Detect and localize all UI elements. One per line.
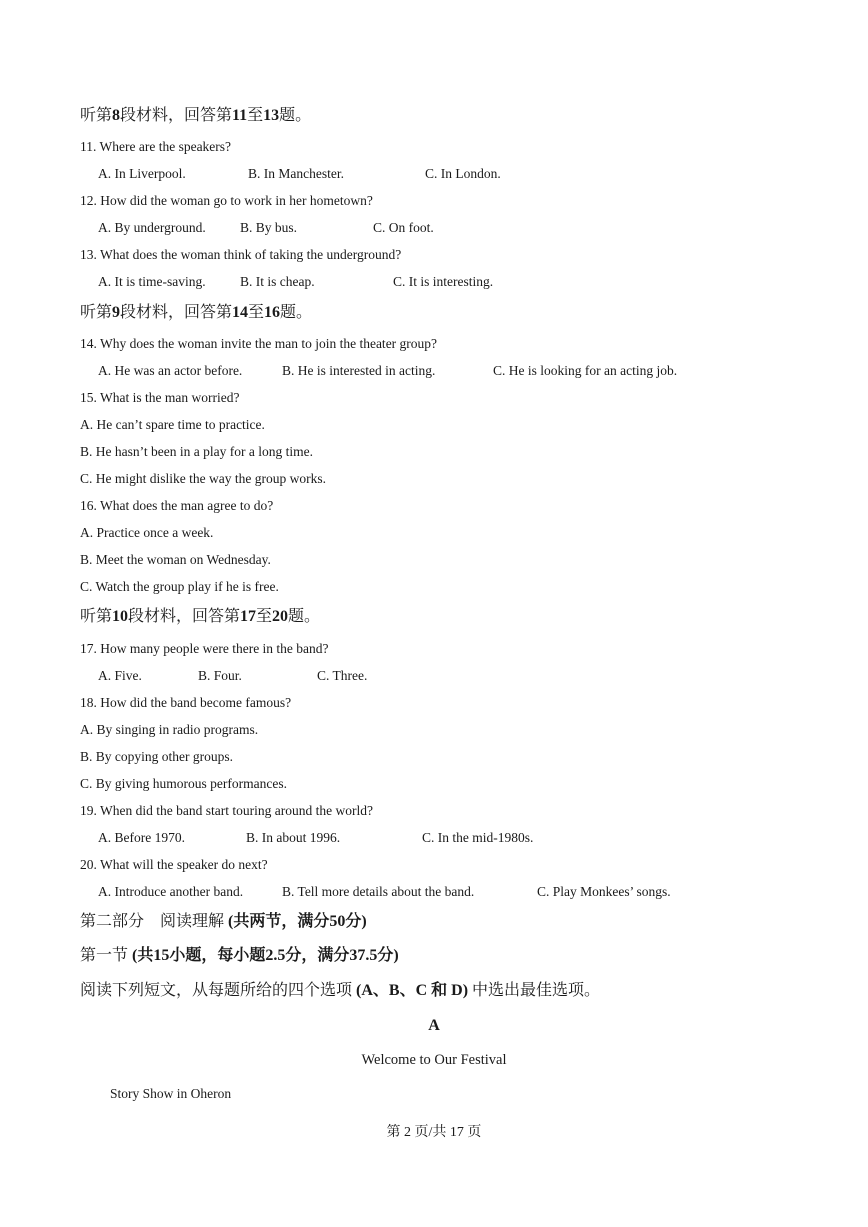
question-15: 15. What is the man worried?	[80, 390, 240, 405]
option-b: B. Tell more details about the band.	[282, 884, 475, 899]
question-12: 12. How did the woman go to work in her hometown?	[80, 193, 373, 208]
section-header-10: 听第10段材料，回答第17至20题。	[80, 608, 321, 625]
option-a: A. Five.	[98, 668, 142, 683]
option-c: C. In the mid-1980s.	[422, 830, 534, 845]
passage-label: A	[428, 1017, 440, 1034]
option-a: A. Before 1970.	[98, 830, 185, 845]
option-16-b: B. Meet the woman on Wednesday.	[80, 552, 271, 567]
option-a: A. Introduce another band.	[98, 884, 244, 899]
option-b: B. By bus.	[240, 220, 298, 235]
option-a: A. He was an actor before.	[98, 363, 243, 378]
option-b: B. He is interested in acting.	[282, 363, 436, 378]
option-a: A. In Liverpool.	[98, 166, 186, 181]
option-18-b: B. By copying other groups.	[80, 749, 233, 764]
option-16-a: A. Practice once a week.	[80, 525, 214, 540]
option-15-a: A. He can’t spare time to practice.	[80, 417, 265, 432]
page-number: 第 2 页/共 17 页	[386, 1125, 482, 1140]
option-a: A. It is time-saving.	[98, 274, 206, 289]
option-a: A. By underground.	[98, 220, 206, 235]
option-15-c: C. He might dislike the way the group works.	[80, 471, 326, 486]
part2-heading: 第二部分 阅读理解 (共两节，满分50分)	[80, 913, 367, 930]
option-c: C. On foot.	[373, 220, 434, 235]
option-18-c: C. By giving humorous performances.	[80, 776, 287, 791]
option-b: B. In Manchester.	[248, 166, 344, 181]
option-c: C. Play Monkees’ songs.	[537, 884, 671, 899]
question-17: 17. How many people were there in the band?	[80, 641, 329, 656]
question-16: 16. What does the man agree to do?	[80, 498, 274, 513]
passage-subtitle: Story Show in Oheron	[110, 1086, 232, 1101]
option-c: C. In London.	[425, 166, 501, 181]
question-14: 14. Why does the woman invite the man to join the theater group?	[80, 336, 438, 351]
option-c: C. He is looking for an acting job.	[493, 363, 678, 378]
section-header-9: 听第9段材料，回答第14至16题。	[80, 304, 313, 321]
option-15-b: B. He hasn’t been in a play for a long time.	[80, 444, 313, 459]
question-19: 19. When did the band start touring around the world?	[80, 803, 373, 818]
option-c: C. Three.	[317, 668, 368, 683]
question-11: 11. Where are the speakers?	[80, 139, 232, 154]
instruction: 阅读下列短文，从每题所给的四个选项 (A、B、C 和 D) 中选出最佳选项。	[80, 982, 601, 999]
option-b: B. In about 1996.	[246, 830, 341, 845]
question-20: 20. What will the speaker do next?	[80, 857, 268, 872]
section-header-8: 听第8段材料，回答第11至13题。	[80, 107, 312, 124]
question-13: 13. What does the woman think of taking the underground?	[80, 247, 402, 262]
passage-title: Welcome to Our Festival	[361, 1052, 507, 1068]
option-16-c: C. Watch the group play if he is free.	[80, 579, 279, 594]
section1-heading: 第一节 (共15小题，每小题2.5分，满分37.5分)	[80, 947, 399, 964]
option-b: B. It is cheap.	[240, 274, 315, 289]
option-18-a: A. By singing in radio programs.	[80, 722, 259, 737]
question-18: 18. How did the band become famous?	[80, 695, 292, 710]
option-b: B. Four.	[198, 668, 242, 683]
option-c: C. It is interesting.	[393, 274, 494, 289]
